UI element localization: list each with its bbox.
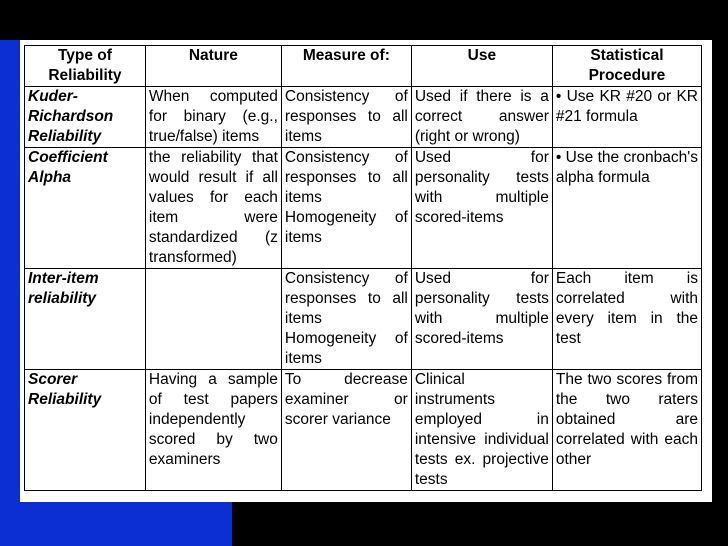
left-blue-band xyxy=(0,40,20,546)
row-type: Coefficient Alpha xyxy=(25,148,146,269)
row-nature: the reliability that would result if all values for each item were standardized (z transformed) xyxy=(145,148,281,269)
row-procedure: • Use KR #20 or KR #21 formula xyxy=(552,87,701,148)
table-row xyxy=(25,148,702,269)
row-use: Clinical instruments employed in intensive individual tests ex. projective tests xyxy=(411,370,552,491)
header-measure: Measure of: xyxy=(281,46,411,87)
row-measure: To decrease examiner or scorer variance xyxy=(281,370,411,491)
row-procedure: • Use the cronbach's alpha formula xyxy=(552,148,701,269)
row-nature: When computed for binary (e.g., true/false) items xyxy=(145,87,281,148)
row-type: Inter-item reliability xyxy=(25,269,146,370)
table-header-row xyxy=(25,46,702,87)
row-nature: Having a sample of test papers independently scored by two examiners xyxy=(145,370,281,491)
row-use: Used for personality tests with multiple scored-items xyxy=(411,148,552,269)
row-type: Kuder-Richardson Reliability xyxy=(25,87,146,148)
row-measure: Consistency of responses to all items Homogeneity of items xyxy=(281,269,411,370)
header-use: Use xyxy=(411,46,552,87)
row-procedure: The two scores from the two raters obtained are correlated with each other xyxy=(552,370,701,491)
slide xyxy=(20,40,712,502)
row-use: Used for personality tests with multiple scored-items xyxy=(411,269,552,370)
table-row xyxy=(25,269,702,370)
row-type: Scorer Reliability xyxy=(25,370,146,491)
table-row xyxy=(25,87,702,148)
row-use: Used if there is a correct answer (right or wrong) xyxy=(411,87,552,148)
bottom-blue-band xyxy=(0,500,232,546)
row-procedure: Each item is correlated with every item in the test xyxy=(552,269,701,370)
row-measure: Consistency of responses to all items Homogeneity of items xyxy=(281,148,411,269)
header-type: Type of Reliability xyxy=(25,46,146,87)
header-nature: Nature xyxy=(145,46,281,87)
table-row xyxy=(25,370,702,491)
row-nature xyxy=(145,269,281,370)
header-procedure: Statistical Procedure xyxy=(552,46,701,87)
reliability-table xyxy=(24,45,702,491)
row-measure: Consistency of responses to all items xyxy=(281,87,411,148)
